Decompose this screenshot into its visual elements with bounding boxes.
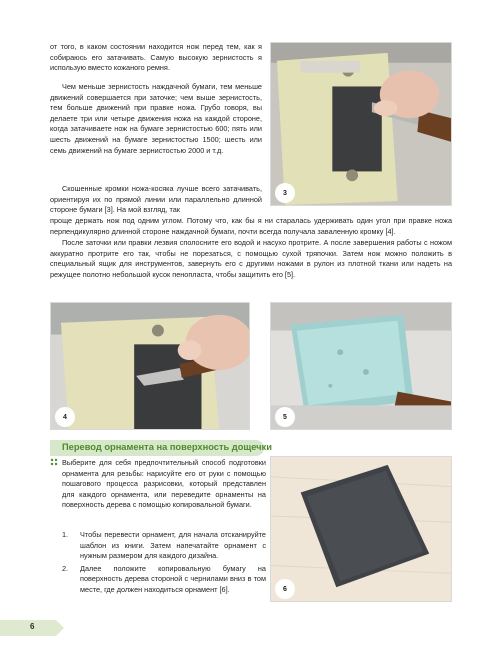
paragraph-grit-intro: от того, в каком состоянии находится нож перед тем, как я собираюсь его затачивать. Самую высокую зернистость я использую вместо кожаного ремня. — [50, 42, 262, 73]
paragraph-bevel-edges: Скошенные кромки ножа-косяка лучше всего затачивать, ориентируя их по прямой линии или параллельно длинной стороне бумаги [3]. На мой взгляд, так — [50, 184, 262, 215]
photo-4-image — [51, 303, 249, 429]
photo-6-carbon-paper-on-wood — [270, 456, 452, 602]
list-item — [62, 530, 266, 562]
photo-3-sharpening-on-sandpaper — [270, 42, 452, 206]
figure-number-6: 6 — [275, 579, 295, 599]
paragraph-angle-note: проще держать нож под одним углом. Потому что, как бы я ни старалась удерживать один угол при правке ножа перпендикулярно длинной стороне наждачной бумаги, почти всегда получала заваленную кромку [4]. — [50, 216, 452, 236]
photo-6-image — [271, 457, 451, 601]
transfer-steps-list — [62, 530, 266, 598]
photo-5-foam-protector — [270, 302, 452, 430]
list-item-number: 1. — [62, 530, 69, 539]
paragraph-after-sharpening: После заточки или правки лезвия сполосните его водой и насухо протрите. А после завершения работы с ножом аккуратно протрите его так, чтобы не порезаться, с помощью сухой тряпочки. Затем нож можно положить в специальный ящик для инструментов, завернуть его с другими ножами в рулон из плотной ткани или надеть на режущее полотно небольшой кусок пенопласта, чтобы защитить его [5]. — [50, 238, 452, 279]
list-item-number: 2. — [62, 563, 69, 573]
paragraph-grit-movements: Чем меньше зернистость наждачной бумаги, тем меньше движений совершается при заточке; чем выше зернистость, тем больше движений при правке ножа. Грубо говоря, вы делаете три или четыре движения ножа на каждой стороне, когда затачиваете нож на бумаге зернистостью 600; пять или шесть движений на бумаге зернистостью 1500; шесть или семь движений на бумаге зернистостью 2000 и т.д. — [50, 82, 262, 155]
bullet-dots-icon — [50, 458, 58, 466]
figure-number-3: 3 — [275, 183, 295, 203]
figure-number-4: 4 — [55, 407, 75, 427]
section-heading-band — [50, 440, 272, 456]
photo-3-image — [271, 43, 451, 205]
list-item — [62, 564, 266, 596]
paragraph-transfer-intro: Выберите для себя предпочтительный способ подготовки орнамента для резьбы: нарисуйте его от руки с помощью пошагового процесса разрисовки, который представлен для каждого орнамента, или переведите орнаменты на поверхность дерева с помощью копировальной бумаги. — [62, 458, 266, 510]
photo-5-image — [271, 303, 451, 429]
list-item-text: Чтобы перевести орнамент, для начала отсканируйте шаблон из книги. Затем напечатайте орнамент с нужным размером для каждого дизайна. — [80, 530, 266, 561]
photo-4-sharpening-close-up — [50, 302, 250, 430]
figure-number-5: 5 — [275, 407, 295, 427]
list-item-text: Далее положите копировальную бумагу на поверхность дерева стороной с чернилами вниз в том месте, где должен находиться орнамент [6]. — [80, 563, 266, 594]
page-number: 6 — [30, 622, 35, 631]
section-heading: Перевод орнамента на поверхность дощечки — [62, 442, 272, 452]
